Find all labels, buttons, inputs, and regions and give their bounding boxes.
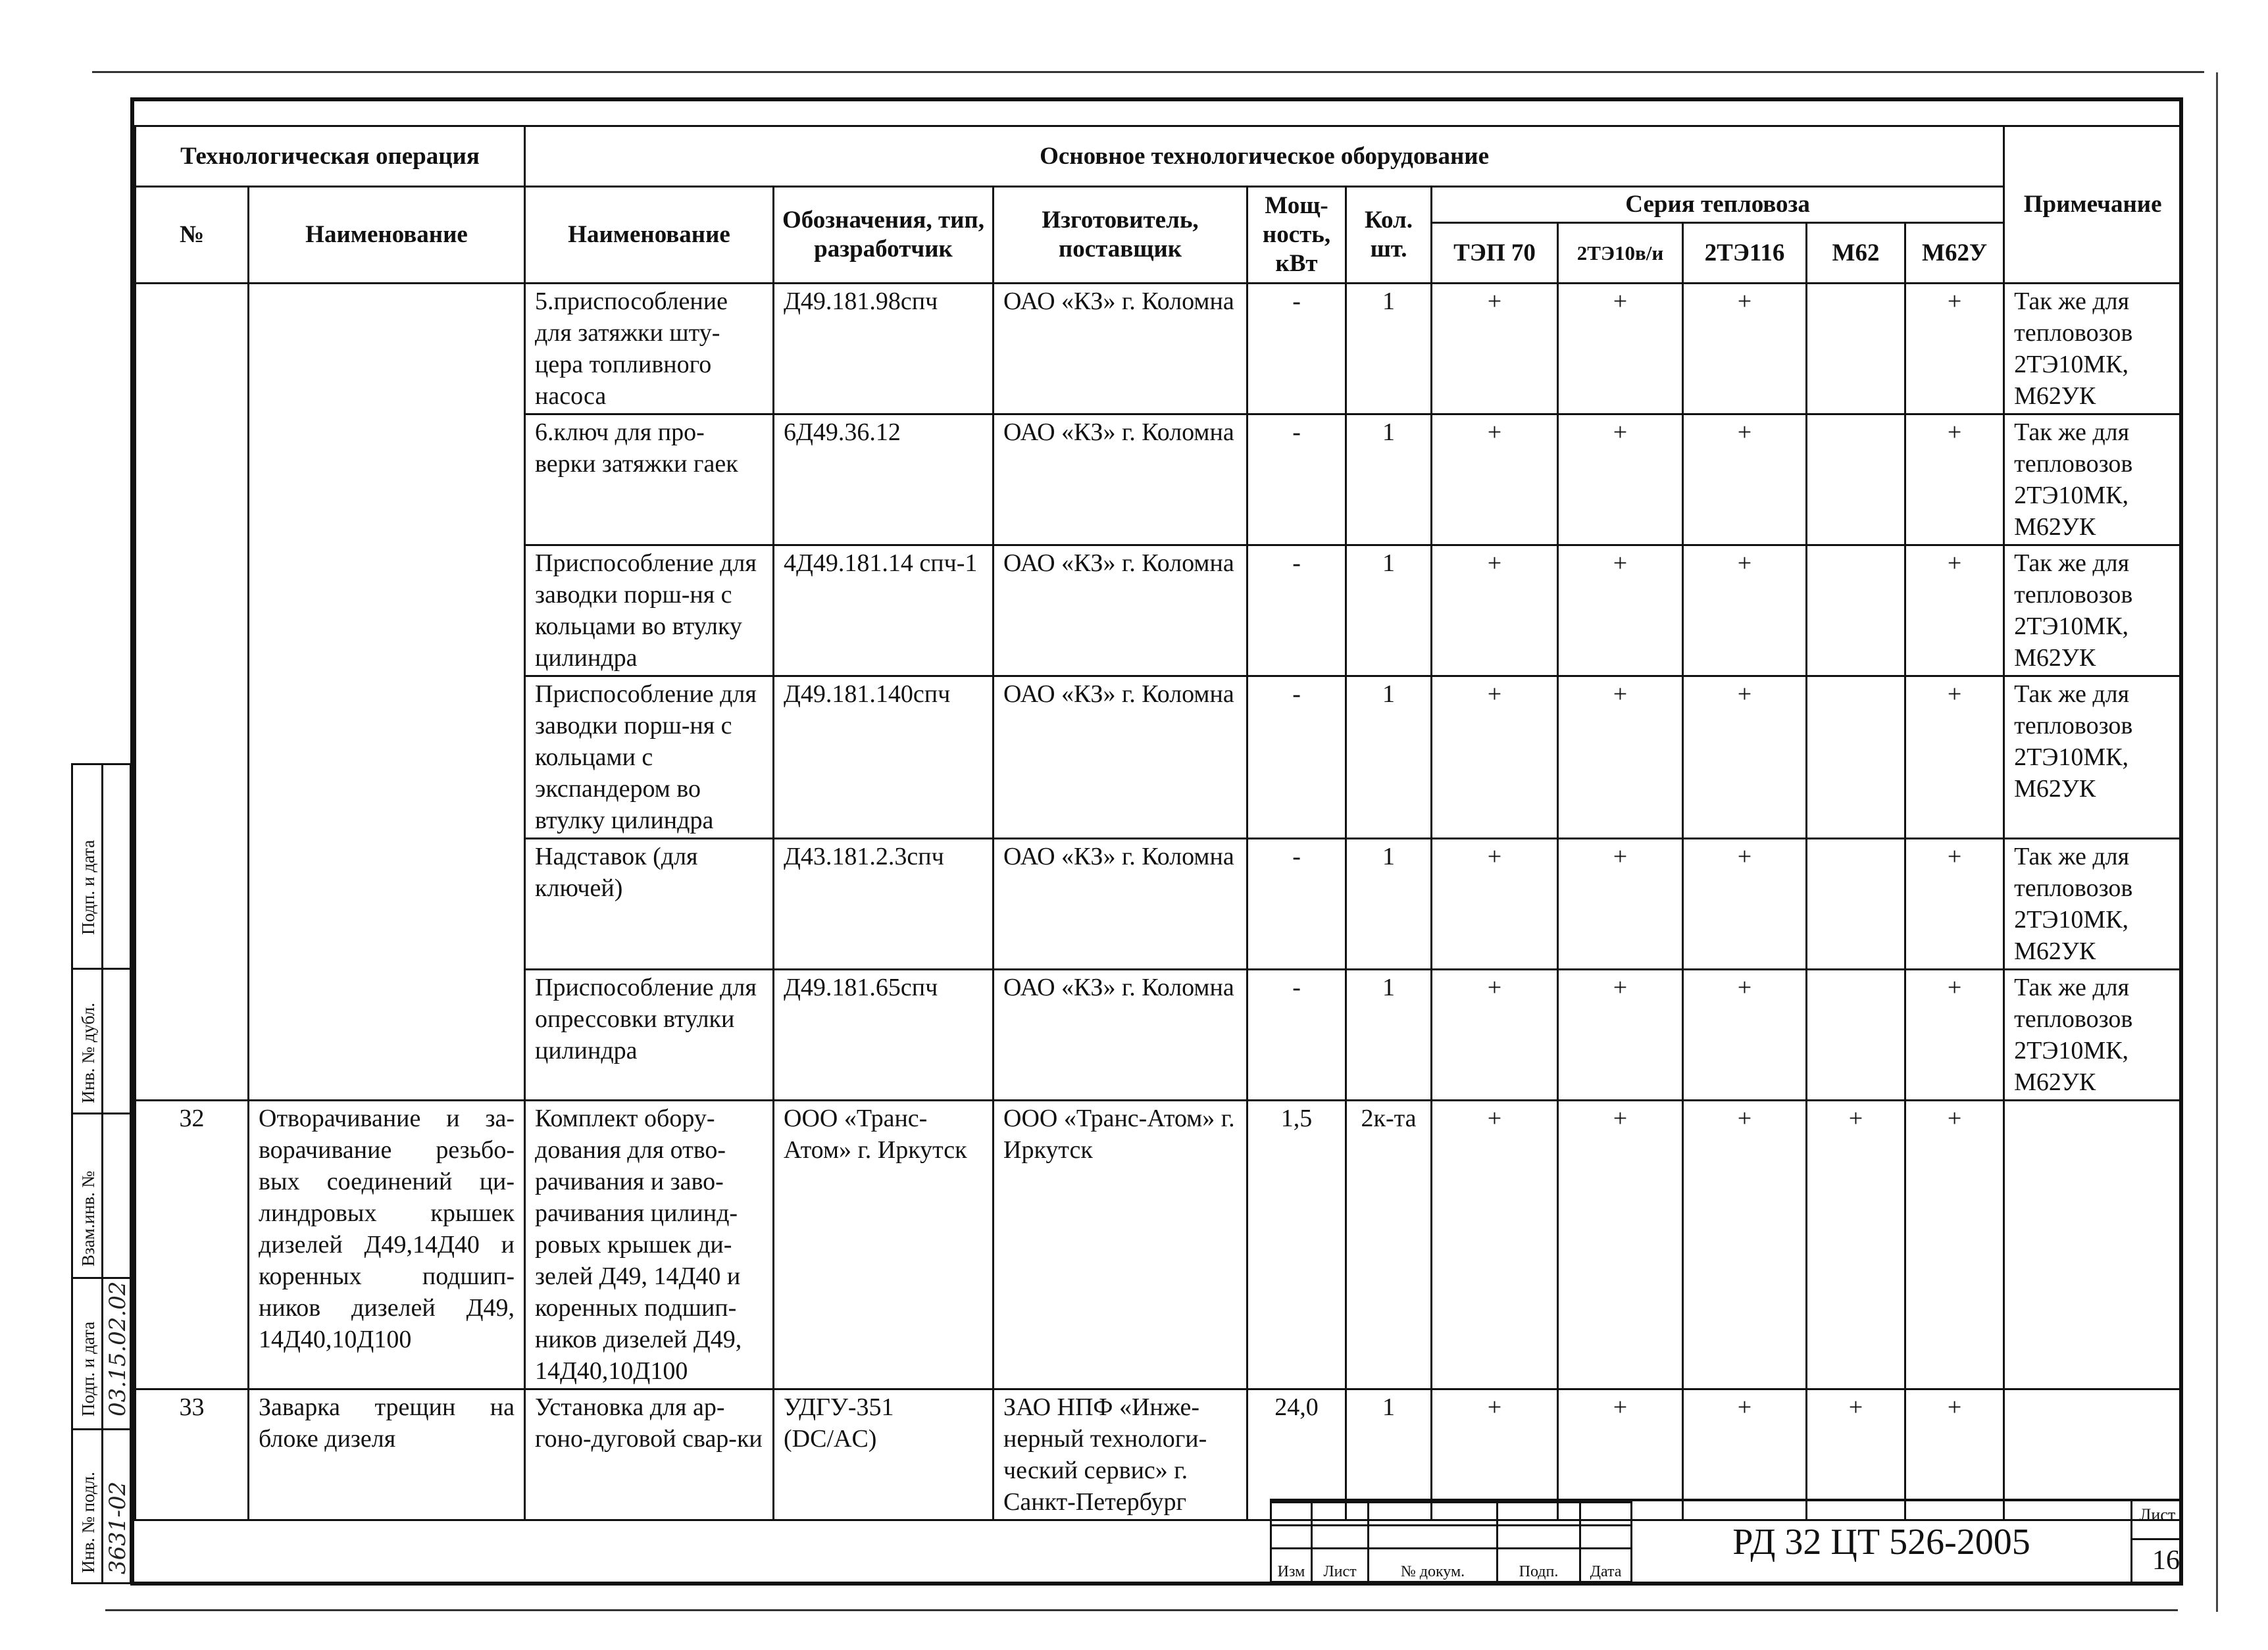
cell-equipment-name: Установка для ар-гоно-дуговой свар-ки (525, 1389, 774, 1520)
rev-cell (1271, 1526, 1312, 1549)
cell-manufacturer: ЗАО НПФ «Инже-нерный технологи-ческий сервис» г. Санкт-Петербург (994, 1389, 1247, 1520)
cell-qty: 1 (1346, 284, 1432, 414)
cell-series-mark: + (1683, 414, 1807, 545)
cell-series-mark (1807, 414, 1905, 545)
title-block-grid (1270, 1501, 1630, 1583)
cell-series-mark: + (1558, 839, 1683, 970)
table-row (136, 284, 2182, 414)
header-num: № (136, 187, 249, 284)
cell-note: Так же для тепловозов 2ТЭ10МК, М62УК (2004, 970, 2182, 1101)
header-manufacturer: Изготовитель, поставщик (994, 187, 1247, 284)
cell-series-mark: + (1905, 284, 2004, 414)
cell-manufacturer: ОАО «КЗ» г. Коломна (994, 970, 1247, 1101)
cell-note (2004, 1101, 2182, 1389)
sheet-number: 16 (2152, 1545, 2180, 1576)
label-izm: Изм (1271, 1549, 1312, 1582)
rev-cell (1369, 1526, 1498, 1549)
cell-designation: Д49.181.140спч (774, 676, 994, 839)
cell-manufacturer: ОАО «КЗ» г. Коломна (994, 545, 1247, 676)
cell-series-mark: + (1558, 676, 1683, 839)
side-stamp-seg (73, 968, 130, 970)
label-data: Дата (1580, 1549, 1632, 1582)
cell-series-mark: + (1683, 284, 1807, 414)
cell-note: Так же для тепловозов 2ТЭ10МК, М62УК (2004, 284, 2182, 414)
side-label-inv-dubl: Инв. № дубл. (78, 1003, 98, 1103)
header-op-name: Наименование (249, 187, 525, 284)
cell-power: - (1247, 676, 1346, 839)
cell-designation: ООО «Транс-Атом» г. Иркутск (774, 1101, 994, 1389)
side-label-podp-data-2: Подп. и дата (78, 839, 98, 935)
cell-series-mark: + (1558, 414, 1683, 545)
page-edge-bottom (105, 1609, 2178, 1611)
cell-power: 24,0 (1247, 1389, 1346, 1520)
cell-series-mark: + (1432, 284, 1558, 414)
cell-series-mark: + (1432, 414, 1558, 545)
cell-series-mark: + (1432, 1101, 1558, 1389)
table-row (136, 1101, 2182, 1389)
cell-series-mark: + (1558, 1389, 1683, 1520)
table-body (136, 284, 2182, 1520)
cell-series-mark (1807, 676, 1905, 839)
side-stamp-seg (73, 1112, 130, 1114)
cell-designation: Д43.181.2.3спч (774, 839, 994, 970)
cell-series-mark: + (1683, 1389, 1807, 1520)
cell-num (136, 284, 249, 1101)
cell-series-mark: + (1683, 545, 1807, 676)
cell-designation: 4Д49.181.14 спч-1 (774, 545, 994, 676)
cell-note: Так же для тепловозов 2ТЭ10МК, М62УК (2004, 545, 2182, 676)
cell-operation: Отворачивание и за-ворачивание резьбо-вых соединений ци-линдровых крышек дизелей Д49,14Д40 и коренных подшип-ников дизелей Д49, 14Д40,10Д100 (249, 1101, 525, 1389)
cell-power: - (1247, 414, 1346, 545)
cell-note: Так же для тепловозов 2ТЭ10МК, М62УК (2004, 839, 2182, 970)
header-series-col: М62 (1807, 223, 1905, 284)
cell-series-mark (1807, 839, 1905, 970)
header-series-col: М62У (1905, 223, 2004, 284)
cell-series-mark: + (1905, 676, 2004, 839)
cell-equipment-name: Приспособление для заводки порш-ня с кольцами с экспандером во втулку цилиндра (525, 676, 774, 839)
header-series-col: ТЭП 70 (1432, 223, 1558, 284)
cell-power: 1,5 (1247, 1101, 1346, 1389)
revision-table (1270, 1501, 1632, 1583)
cell-series-mark: + (1905, 545, 2004, 676)
equipment-table (134, 125, 2182, 1521)
header-qty: Кол. шт. (1346, 187, 1432, 284)
cell-series-mark: + (1558, 284, 1683, 414)
document-number: РД 32 ЦТ 526-2005 (1630, 1501, 2130, 1583)
label-list: Лист (1312, 1549, 1369, 1582)
sheet-box (2130, 1501, 2183, 1583)
cell-series-mark: + (1905, 1101, 2004, 1389)
rev-cell (1312, 1526, 1369, 1549)
side-stamp (71, 763, 132, 1584)
cell-equipment-name: Приспособление для опрессовки втулки цилиндра (525, 970, 774, 1101)
cell-series-mark: + (1558, 1101, 1683, 1389)
cell-qty: 1 (1346, 414, 1432, 545)
cell-series-mark: + (1683, 839, 1807, 970)
rev-cell (1498, 1503, 1580, 1526)
cell-series-mark: + (1432, 970, 1558, 1101)
rev-cell (1369, 1503, 1498, 1526)
cell-qty: 1 (1346, 970, 1432, 1101)
cell-series-mark: + (1905, 839, 2004, 970)
cell-manufacturer: ОАО «КЗ» г. Коломна (994, 284, 1247, 414)
cell-series-mark: + (1683, 676, 1807, 839)
header-designation: Обозначения, тип, разработчик (774, 187, 994, 284)
cell-qty: 1 (1346, 676, 1432, 839)
cell-equipment-name: 6.ключ для про-верки затяжки гаек (525, 414, 774, 545)
cell-series-mark: + (1432, 676, 1558, 839)
cell-equipment-name: Комплект обору-дования для отво-рачивания и заво-рачивания цилинд-ровых крышек ди-зелей Д49, 14Д40 и коренных подшип-ников дизелей Д49, 14Д40,10Д100 (525, 1101, 774, 1389)
cell-num: 32 (136, 1101, 249, 1389)
header-series-col: 2ТЭ10в/и (1558, 223, 1683, 284)
header-eq-name: Наименование (525, 187, 774, 284)
handwritten-signature-date: 03.15.02.02 (105, 1281, 131, 1416)
cell-manufacturer: ООО «Транс-Атом» г. Иркутск (994, 1101, 1247, 1389)
cell-series-mark: + (1683, 970, 1807, 1101)
cell-power: - (1247, 284, 1346, 414)
cell-qty: 1 (1346, 1389, 1432, 1520)
cell-power: - (1247, 839, 1346, 970)
rev-cell (1312, 1503, 1369, 1526)
side-label-inv-podl: Инв. № подл. (78, 1472, 98, 1573)
header-series: Серия тепловоза (1432, 187, 2004, 223)
cell-qty: 1 (1346, 545, 1432, 676)
cell-power: - (1247, 545, 1346, 676)
cell-series-mark: + (1905, 414, 2004, 545)
cell-series-mark (1807, 970, 1905, 1101)
cell-series-mark: + (1807, 1389, 1905, 1520)
cell-series-mark: + (1558, 970, 1683, 1101)
cell-series-mark: + (1432, 1389, 1558, 1520)
header-power: Мощ-ность, кВт (1247, 187, 1346, 284)
cell-series-mark: + (1432, 545, 1558, 676)
cell-equipment-name: Приспособление для заводки порш-ня с кольцами во втулку цилиндра (525, 545, 774, 676)
handwritten-inv-number: 3631-02 (105, 1481, 131, 1574)
cell-series-mark: + (1683, 1101, 1807, 1389)
cell-qty: 2к-та (1346, 1101, 1432, 1389)
cell-qty: 1 (1346, 839, 1432, 970)
cell-series-mark: + (1905, 1389, 2004, 1520)
cell-manufacturer: ОАО «КЗ» г. Коломна (994, 839, 1247, 970)
cell-designation: 6Д49.36.12 (774, 414, 994, 545)
cell-note: Так же для тепловозов 2ТЭ10МК, М62УК (2004, 676, 2182, 839)
cell-equipment-name: Надставок (для ключей) (525, 839, 774, 970)
rev-cell (1580, 1503, 1632, 1526)
sheet-divider (2132, 1538, 2182, 1540)
page-edge-right (2216, 72, 2218, 1612)
cell-series-mark (1807, 545, 1905, 676)
header-series-col: 2ТЭ116 (1683, 223, 1807, 284)
cell-series-mark: + (1807, 1101, 1905, 1389)
cell-series-mark: + (1558, 545, 1683, 676)
cell-note: Так же для тепловозов 2ТЭ10МК, М62УК (2004, 414, 2182, 545)
sheet-label: Лист (2139, 1505, 2176, 1524)
side-label-podp-data: Подп. и дата (78, 1321, 98, 1416)
label-podp: Подп. (1498, 1549, 1580, 1582)
header-main-equipment: Основное технологическое оборудование (525, 126, 2004, 187)
cell-power: - (1247, 970, 1346, 1101)
side-label-vzam-inv: Взам.инв. № (78, 1170, 98, 1266)
header-note: Примечание (2004, 126, 2182, 284)
rev-cell (1271, 1503, 1312, 1526)
cell-designation: Д49.181.98спч (774, 284, 994, 414)
cell-operation: Заварка трещин на блоке дизеля (249, 1389, 525, 1520)
page-edge-top (92, 71, 2204, 73)
cell-designation: УДГУ-351 (DC/AC) (774, 1389, 994, 1520)
cell-operation (249, 284, 525, 1101)
cell-manufacturer: ОАО «КЗ» г. Коломна (994, 676, 1247, 839)
rev-cell (1580, 1526, 1632, 1549)
side-stamp-seg (73, 1277, 130, 1279)
cell-series-mark: + (1432, 839, 1558, 970)
cell-equipment-name: 5.приспособление для затяжки шту-цера топливного насоса (525, 284, 774, 414)
label-doc-no: № докум. (1369, 1549, 1498, 1582)
cell-series-mark: + (1905, 970, 2004, 1101)
rev-cell (1498, 1526, 1580, 1549)
header-tech-operation: Технологическая операция (136, 126, 525, 187)
cell-manufacturer: ОАО «КЗ» г. Коломна (994, 414, 1247, 545)
cell-series-mark (1807, 284, 1905, 414)
cell-num: 33 (136, 1389, 249, 1520)
side-stamp-seg (73, 1428, 130, 1430)
cell-designation: Д49.181.65спч (774, 970, 994, 1101)
